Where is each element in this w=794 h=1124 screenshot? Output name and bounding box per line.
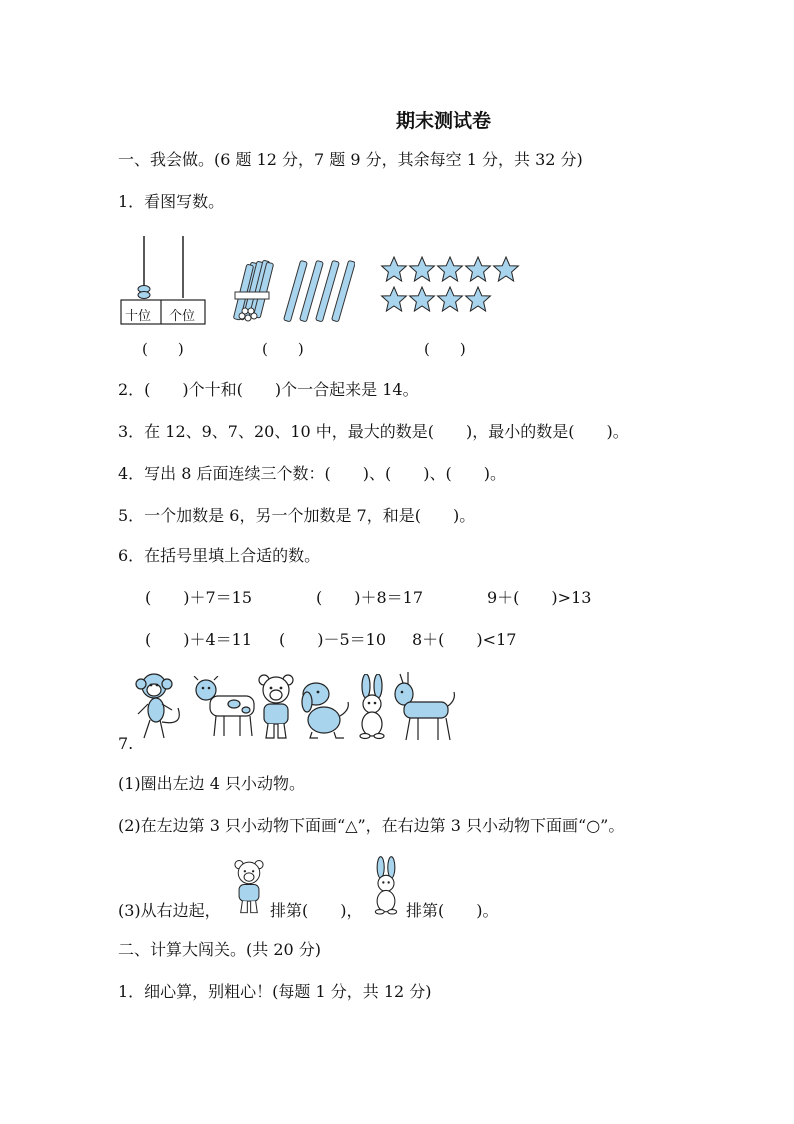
monkey-icon[interactable]: [132, 670, 190, 742]
cow-icon[interactable]: [190, 676, 260, 740]
section2-heading: 二、计算大闯关。(共 20 分): [118, 940, 322, 959]
abacus-label-tens: 十位: [125, 309, 152, 324]
abacus-label-ones: 个位: [169, 309, 196, 324]
q1-answer-sticks[interactable]: ( ): [262, 340, 304, 358]
dog-icon[interactable]: [298, 680, 354, 740]
bear-icon[interactable]: [256, 672, 296, 742]
q6-equation: ( )＋7＝15: [145, 588, 253, 607]
q6-equation: 8＋( )<17: [412, 630, 517, 649]
q1-answer-stars[interactable]: ( ): [424, 340, 466, 358]
q7-part3-prefix: (3)从右边起，: [118, 901, 221, 920]
bear-icon: [232, 858, 266, 916]
sticks-figure: [230, 258, 355, 328]
section1-heading: 一、我会做。(6 题 12 分，7 题 9 分，其余每空 1 分，共 32 分): [118, 150, 583, 169]
q6-equation: ( )＋4＝11: [145, 630, 253, 649]
q6-equation: ( )＋8＝17: [316, 588, 424, 607]
q1-answer-abacus[interactable]: ( ): [142, 340, 184, 358]
rabbit-icon[interactable]: [354, 674, 390, 740]
q7-number: 7.: [118, 734, 134, 753]
donkey-icon[interactable]: [390, 670, 460, 744]
q6-equation: 9＋( )>13: [487, 588, 592, 607]
q7-part2: (2)在左边第 3 只小动物下面画“△”，在右边第 3 只小动物下面画“○”。: [118, 816, 625, 835]
q5-text: 5．一个加数是 6，另一个加数是 7，和是( )。: [118, 506, 476, 525]
q4-text: 4．写出 8 后面连续三个数：( )、( )、( )。: [118, 464, 506, 483]
q3-text: 3．在 12、9、7、20、10 中，最大的数是( )，最小的数是( )。: [118, 422, 629, 441]
q1-text: 1．看图写数。: [118, 192, 225, 211]
section2-q1-text: 1．细心算，别粗心！(每题 1 分，共 12 分): [118, 982, 432, 1001]
q6-equation: ( )－5＝10: [279, 630, 387, 649]
q2-text: 2．( )个十和( )个一合起来是 14。: [118, 380, 419, 399]
stars-figure: [378, 255, 528, 317]
page-title: 期末测试卷: [396, 110, 492, 132]
q7-part3-bear-rank: 排第( )，: [270, 901, 363, 920]
rabbit-icon: [370, 856, 402, 916]
q7-part1: (1)圈出左边 4 只小动物。: [118, 774, 306, 793]
q7-part3-rabbit-rank: 排第( )。: [406, 901, 499, 920]
q6-text: 6．在括号里填上合适的数。: [118, 546, 321, 565]
